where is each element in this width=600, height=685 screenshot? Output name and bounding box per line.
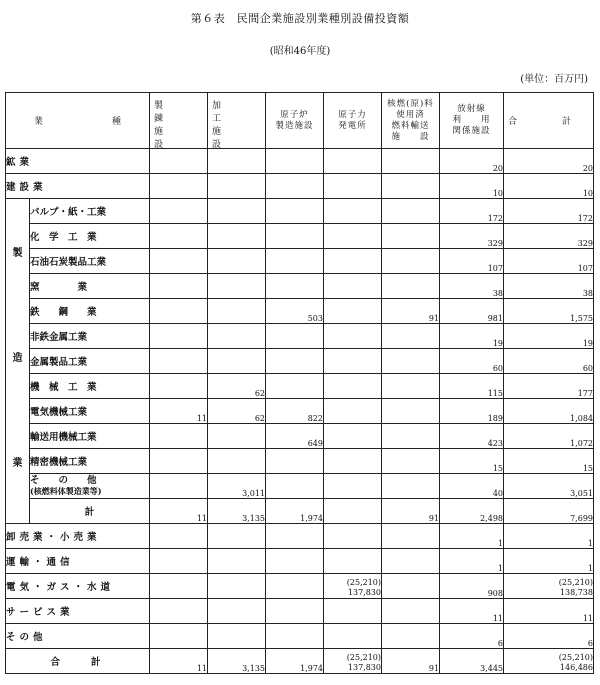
- table-title: 第６表 民間企業施設別業種別設備投資額: [190, 12, 410, 25]
- grand-total-row: 合 計 11 3,135 1,974 (25,210) 137,830 91 3,445 (25,210) 146,486: [6, 649, 594, 674]
- table-row: 窯 業 38 38: [6, 274, 594, 299]
- header-total: 合 計: [504, 93, 594, 149]
- header-smelting: 製 錬 施 設: [150, 93, 208, 149]
- table-row: 鉱業 20 20: [6, 149, 594, 174]
- table-row: そ の 他 (核燃料体製造業等) 3,011 40 3,051: [30, 475, 593, 498]
- table-row: 石油石炭製品工業 107 107: [6, 249, 594, 274]
- header-reactor-mfg: 原子炉 製造施設: [266, 93, 324, 149]
- header-row: [6, 93, 594, 149]
- table-row: 金属製品工業 60 60: [6, 349, 594, 374]
- table-row: 電気機械工業 11 62 822 189 1,084: [6, 399, 594, 424]
- header-nuclear-plant: 原子力 発電所: [324, 93, 382, 149]
- investment-table: [5, 92, 594, 674]
- table-row: 計 11 3,135 1,974 91 2,498 7,699: [6, 499, 594, 524]
- table-subtitle: (昭和46年度): [269, 46, 331, 57]
- table-row: その他 6 6: [6, 624, 594, 649]
- header-industry: 業 種: [6, 93, 150, 149]
- table-row: 建設業 10 10: [6, 174, 594, 199]
- unit-label: (単位：百万円): [520, 74, 588, 85]
- table-row: 機 械 工 業 62 115 177: [6, 374, 594, 399]
- table-row: 化 学 工 業 329 329: [6, 224, 594, 249]
- table-row: 電気・ガス・水道 (25,210) 137,830 908 (25,210) 138,738: [6, 574, 594, 599]
- mfg-other-label: そ の 他 (核燃料体製造業等): [30, 474, 150, 499]
- table-row: 精密機械工業 15 15: [6, 449, 594, 474]
- table-row: サービス業 11 11: [6, 599, 594, 624]
- table-row: 運輸・通信 1 1: [6, 549, 594, 574]
- table-row: 鉄 鋼 業 503 91 981 1,575: [6, 299, 594, 324]
- header-nuclear-fuel: 核燃(原)料 使用済 燃料輸送 施 設: [382, 93, 440, 149]
- manufacturing-label: 製 造 業: [6, 199, 30, 524]
- header-processing: 加 工 施 設: [208, 93, 266, 149]
- table-row: 非鉄金属工業 19 19: [6, 324, 594, 349]
- table-row: 製 造 業 パルプ・紙・工業 172 172: [6, 199, 594, 224]
- header-radiation: 放射線 利 用 関係施設: [440, 93, 504, 149]
- table-row: 輸送用機械工業 649 423 1,072: [6, 424, 594, 449]
- table-row: 卸売業・小売業 1 1: [6, 524, 594, 549]
